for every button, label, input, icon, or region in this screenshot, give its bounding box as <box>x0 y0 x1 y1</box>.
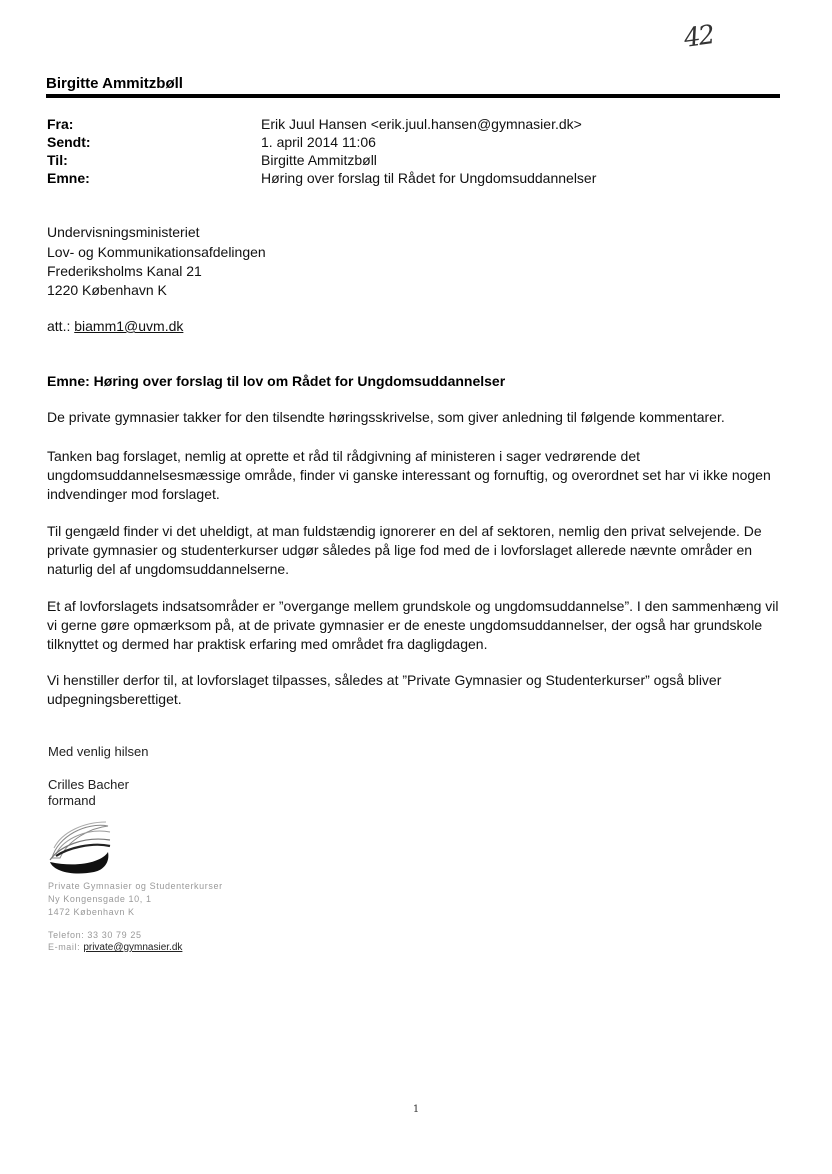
handwritten-page-number: 42 <box>682 20 716 54</box>
header-label-from: Fra: <box>47 116 74 132</box>
footer-street: Ny Kongensgade 10, 1 <box>48 894 152 904</box>
footer-email-line <box>48 942 182 953</box>
header-value-to: Birgitte Ammitzbøll <box>261 152 377 168</box>
sender-name: Birgitte Ammitzbøll <box>46 75 183 92</box>
body-paragraph: Tanken bag forslaget, nemlig at oprette et råd til rådgivning af ministeren i sager vedrørende det ungdomsuddannelsesmæssige område, finder vi ganske interessant og fornuftig, og overordnet set har vi ikke nogen indvendinger mod forslaget. <box>47 448 771 502</box>
organization-logo <box>48 818 118 881</box>
header-label-to: Til: <box>47 152 68 168</box>
signer-name: Crilles Bacher <box>48 777 129 792</box>
body-paragraph: Vi henstiller derfor til, at lovforslaget tilpasses, således at ”Private Gymnasier og Studenterkurser” også bliver udpegningsberettiget. <box>47 672 722 707</box>
body-paragraph: Et af lovforslagets indsatsområder er ”overgange mellem grundskole og ungdomsuddannelse”. I den sammenhæng vil vi gerne gøre opmærksom på, at de private gymnasier er de eneste ungdomsuddannelser, der også har grundskole tilknyttet og dermed har praktisk erfaring med området fra dagligdagen. <box>47 598 779 652</box>
header-value-from: Erik Juul Hansen <erik.juul.hansen@gymnasier.dk> <box>261 116 582 132</box>
address-line: Undervisningsministeriet <box>47 224 200 240</box>
attention-label: att.: <box>47 318 75 334</box>
attention-line <box>47 318 183 334</box>
closing-greeting: Med venlig hilsen <box>48 744 149 759</box>
footer-email-label: E-mail: <box>48 942 84 952</box>
organization-logo-graphic <box>48 818 118 876</box>
header-rule <box>46 94 780 98</box>
page-number: 1 <box>412 1104 420 1115</box>
body-paragraph: De private gymnasier takker for den tilsendte høringsskrivelse, som giver anledning til følgende kommentarer. <box>47 409 725 425</box>
address-line: Frederiksholms Kanal 21 <box>47 263 202 279</box>
letter-subject: Emne: Høring over forslag til lov om Rådet for Ungdomsuddannelser <box>47 373 506 389</box>
header-label-subject: Emne: <box>47 170 90 186</box>
address-line: Lov- og Kommunikationsafdelingen <box>47 244 266 260</box>
address-line: 1220 København K <box>47 282 167 298</box>
attention-email-link[interactable]: biamm1@uvm.dk <box>74 318 184 334</box>
header-value-sent: 1. april 2014 11:06 <box>261 134 376 150</box>
signer-title: formand <box>48 793 96 808</box>
footer-email-link[interactable]: private@gymnasier.dk <box>83 942 183 953</box>
header-label-sent: Sendt: <box>47 134 91 150</box>
footer-phone: Telefon: 33 30 79 25 <box>48 930 142 940</box>
header-value-subject: Høring over forslag til Rådet for Ungdomsuddannelser <box>261 170 597 186</box>
body-paragraph: Til gengæld finder vi det uheldigt, at man fuldstændig ignorerer en del af sektoren, nemlig den privat selvejende. De private gymnasier og studenterkurser udgør således på lige fod med de i lovforslaget allerede nævnte områder en naturlig del af ungdomsuddannelserne. <box>47 523 762 577</box>
footer-org-name: Private Gymnasier og Studenterkurser <box>48 881 223 891</box>
footer-city: 1472 København K <box>48 907 135 917</box>
